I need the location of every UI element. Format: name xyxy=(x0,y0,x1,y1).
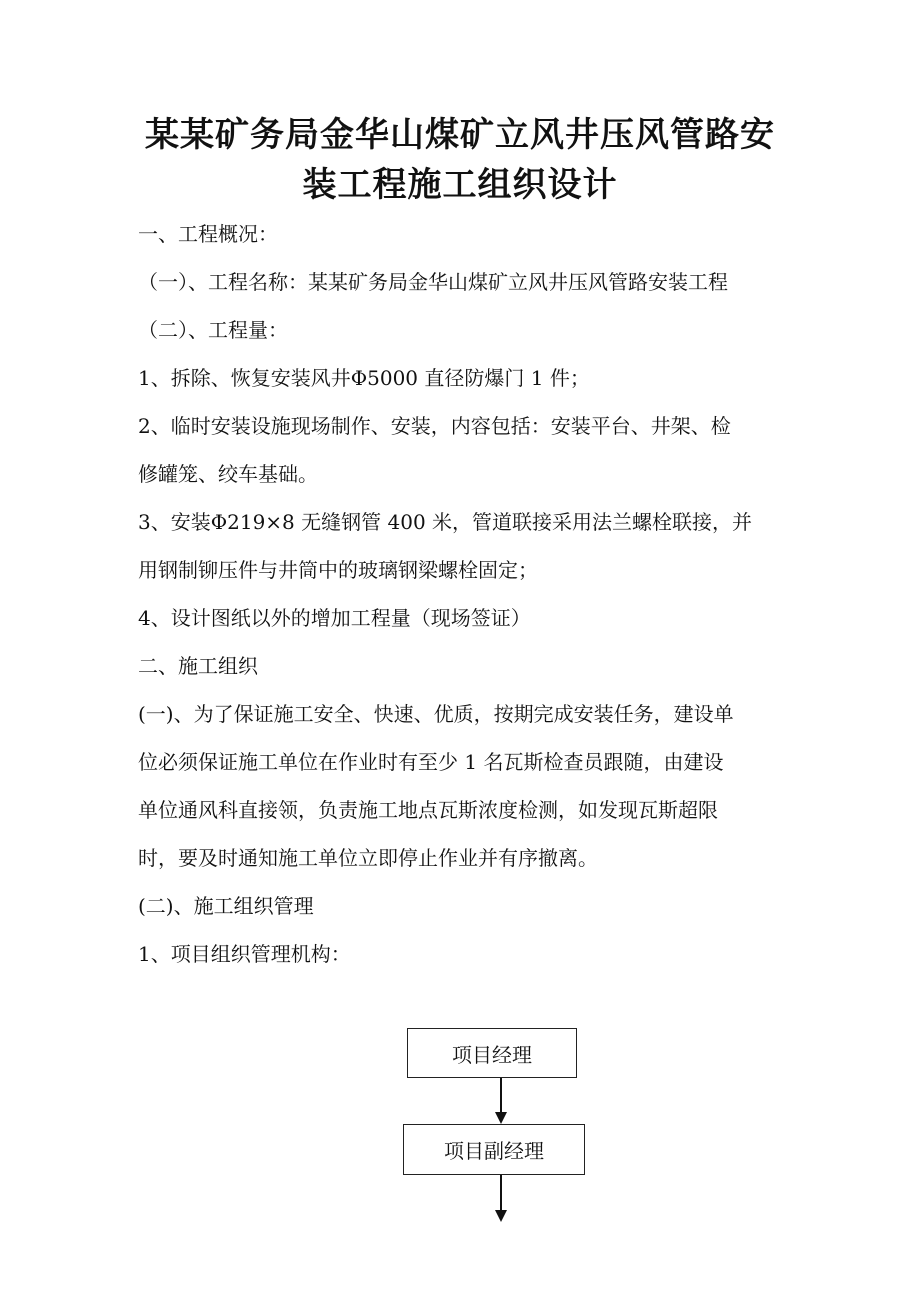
section-heading-overview: 一、工程概况： xyxy=(138,222,278,246)
quantity-heading: （二）、工程量： xyxy=(138,318,288,342)
org-box-project-manager: 项目经理 xyxy=(407,1028,577,1078)
arrow-down-icon xyxy=(495,1112,507,1124)
quantity-item-3-line-1: 3、安装Φ219×8 无缝钢管 400 米，管道联接采用法兰螺栓联接，并 xyxy=(138,510,753,534)
org-box-deputy-project-manager: 项目副经理 xyxy=(403,1124,585,1175)
organization-paragraph-line-2: 位必须保证施工单位在作业时有至少 1 名瓦斯检查员跟随，由建设 xyxy=(138,750,724,774)
organization-paragraph-line-3: 单位通风科直接领，负责施工地点瓦斯浓度检测，如发现瓦斯超限 xyxy=(138,798,718,822)
quantity-item-2-line-1: 2、临时安装设施现场制作、安装，内容包括：安装平台、井架、检 xyxy=(138,414,731,438)
document-title-line-2: 装工程施工组织设计 xyxy=(302,165,618,205)
document-title-line-1: 某某矿务局金华山煤矿立风井压风管路安 xyxy=(145,115,775,155)
management-structure-heading: 1、项目组织管理机构： xyxy=(138,942,351,966)
management-heading: (二)、施工组织管理 xyxy=(138,894,314,918)
org-connector-line-2 xyxy=(500,1175,502,1215)
organization-paragraph-line-1: (一)、为了保证施工安全、快速、优质，按期完成安装任务，建设单 xyxy=(138,702,734,726)
organization-paragraph-line-4: 时，要及时通知施工单位立即停止作业并有序撤离。 xyxy=(138,846,598,870)
quantity-item-2-line-2: 修罐笼、绞车基础。 xyxy=(138,462,318,486)
project-name-line: （一）、工程名称：某某矿务局金华山煤矿立风井压风管路安装工程 xyxy=(138,270,728,294)
org-connector-line-1 xyxy=(500,1078,502,1116)
quantity-item-3-line-2: 用钢制铆压件与井筒中的玻璃钢梁螺栓固定； xyxy=(138,558,538,582)
section-heading-organization: 二、施工组织 xyxy=(138,654,258,678)
quantity-item-4: 4、设计图纸以外的增加工程量（现场签证） xyxy=(138,606,531,630)
arrow-down-icon xyxy=(495,1210,507,1222)
quantity-item-1: 1、拆除、恢复安装风井Φ5000 直径防爆门 1 件； xyxy=(138,366,590,390)
